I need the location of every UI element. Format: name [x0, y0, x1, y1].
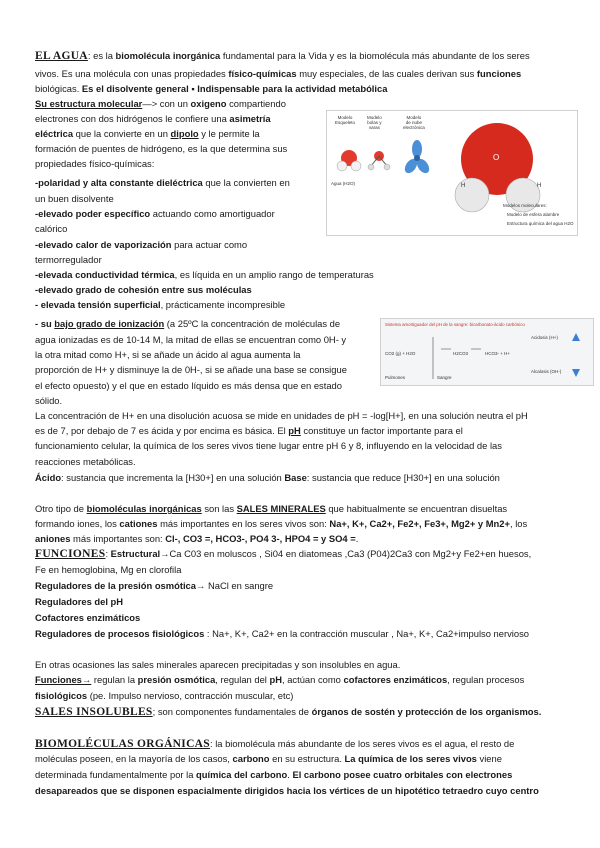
water-line-25: es de 7, por debajo de 7 es ácida y por encima es básica. El pH constituye un factor importante para el	[35, 425, 463, 436]
fig2-right1: Acidosis (H+)	[531, 335, 558, 340]
water-line-12: calórico	[35, 223, 68, 234]
water-line-10: un buen disolvente	[35, 193, 114, 204]
organic-line-1: BIOMOLÉCULAS ORGÁNICAS: la biomolécula más abundante de los seres vivos es el agua, el resto de	[35, 738, 515, 750]
salts-line-1: Otro tipo de biomoléculas inorgánicas son las SALES MINERALES que habitualmente se encuentran disueltas	[35, 503, 508, 514]
section-title-organic: BIOMOLÉCULAS ORGÁNICAS	[35, 738, 210, 750]
arrow-up-icon	[572, 333, 580, 341]
water-line-11: -elevado poder específico actuando como amortiguador	[35, 208, 275, 219]
water-line-17: - elevada tensión superficial, prácticamente incompresible	[35, 299, 286, 310]
fig2-title: Sistema amortiguador del pH de la sangre: bicarbonato-ácido carbónico	[385, 322, 525, 327]
fig1-big-label-h2: H	[537, 183, 542, 189]
water-line-19: agua ionizadas es de 10-14 M, la mitad de ellas se encuentran como 0H- y	[35, 334, 347, 345]
organic-line-3: determinada fundamentalmente por la química del carbono. El carbono posee cuatro orbitales con electrones	[35, 769, 513, 780]
organic-line-2: moléculas poseen, en la mayoría de los casos, carbono en su estructura. La química de los seres vivos viene	[35, 753, 502, 764]
water-line-23: sólido.	[35, 395, 63, 406]
water-line-21: proporción de H+ y disminuye la de 0H-, si se añade una base se consigue	[35, 364, 347, 375]
water-molecule-figure	[326, 110, 578, 236]
fig2-left: CO2 (g) + H2O	[385, 351, 416, 356]
section-title-functions: FUNCIONES	[35, 548, 106, 560]
salts-functions-line-2: Fe en hemoglobina, Mg en clorofila	[35, 564, 182, 575]
fig1-big-label-h1: H	[461, 183, 466, 189]
water-line-8: propiedades físico-químicas:	[35, 158, 155, 169]
fig2-bottom2: Sangre	[437, 375, 452, 380]
salts-precip-line-1: En otras ocasiones las sales minerales aparecen precipitadas y son insolubles en agua.	[35, 659, 401, 670]
water-line-28: Ácido: sustancia que incrementa la [H30+] en una solución Base: sustancia que reduce [H30+] en una solución	[35, 472, 500, 483]
water-line-2: vivos. Es una molécula con unas propiedades físico-químicas muy especiales, de las cuales derivan sus funciones	[35, 68, 522, 79]
water-line-1: EL AGUA: es la biomolécula inorgánica fundamental para la Vida y es la biomolécula más abundante de los seres	[35, 50, 530, 62]
water-line-18: - su bajo grado de ionización (a 25ºC la concentración de moléculas de	[35, 318, 341, 329]
water-line-15: -elevada conductividad térmica, es líquida en un amplio rango de temperaturas	[35, 269, 374, 280]
fig1-col3-label: Modelo de nube electrónica	[403, 115, 425, 130]
water-line-20: la otra mitad como H+, si se añade un ácido al agua aumenta la	[35, 349, 301, 360]
section-title-water: EL AGUA	[35, 50, 88, 62]
fig2-mid2: HCO3- + H+	[485, 351, 511, 356]
salts-insoluble-line: SALES INSOLUBLES; son componentes fundamentales de órganos de sostén y protección de los organismos.	[35, 706, 542, 718]
salts-functions-line-4: Reguladores del pH	[35, 596, 124, 607]
water-line-5: electrones con dos hidrógenos le confiere una asimetría	[35, 113, 271, 124]
fig2-bottom: Pulmones	[385, 375, 406, 380]
water-line-26: funcionamiento celular, la química de los seres vivos tiene lugar entre pH 6 y 8, influyendo en la velocidad de las	[35, 440, 502, 451]
ph-buffer-figure	[380, 318, 594, 386]
salts-line-2: formando iones, los cationes más importantes en los seres vivos son: Na+, K+, Ca2+, Fe2+, Fe3+, Mg2+ y Mn2+, los	[35, 518, 528, 529]
water-line-27: reacciones metabólicas.	[35, 456, 136, 467]
salts-functions-line-1: FUNCIONES: Estructural→Ca C03 en moluscos , Si04 en diatomeas ,Ca3 (P04)2Ca3 con Mg2+y Fe2+en huesos,	[35, 548, 532, 560]
fig1-legend-1: Modelo de esfera alambre	[507, 212, 560, 217]
water-line-9: -polaridad y alta constante dieléctrica que la convierten en	[35, 177, 290, 188]
salts-functions-line-3: Reguladores de la presión osmótica→ NaCl en sangre	[35, 580, 274, 591]
fig2-mid1: H2CO3	[453, 351, 469, 356]
arrow-down-icon	[572, 369, 580, 377]
water-line-22: el efecto opuesto) y el que en estado líquido es más densa que en estado	[35, 380, 342, 391]
hydrogen-sphere-icon	[337, 161, 347, 171]
fig1-big-label-25: 25	[492, 115, 500, 122]
fig1-legend-title: Modelos moleculares:	[503, 203, 547, 208]
fig1-col1-label: Modelo Esqueleto	[335, 115, 356, 125]
salts-functions-line-6: Reguladores de procesos fisiológicos : Na+, K+, Ca2+ en la contracción muscular , Na+, K+, Ca2+impulso nervioso	[35, 628, 529, 639]
water-line-3: biológicas. Es el disolvente general ▪ Indispensable para la actividad metabólica	[35, 83, 388, 94]
section-title-insoluble: SALES INSOLUBLES	[35, 706, 153, 718]
salts-line-3: aniones más importantes son: Cl-, CO3 =, HCO3-, PO4 3-, HPO4 = y SO4 =.	[35, 533, 359, 544]
fig1-big-label-o: O	[493, 153, 500, 162]
salts-precip-line-3: fisiológicos (pe. Impulso nervioso, contracción muscular, etc)	[35, 690, 294, 701]
fig1-col2-label: Modelo bolas y varas	[367, 115, 382, 130]
water-line-16: -elevado grado de cohesión entre sus moléculas	[35, 284, 252, 295]
organic-line-4: desapareados que se disponen espacialmente dirigidos hacia los vértices de un hipotético tetraedro cuyo centro	[35, 785, 539, 796]
fig1-legend-2: Estructura química del agua H2O	[507, 221, 574, 226]
water-line-6: eléctrica que la convierte en un dipolo y le permite la	[35, 128, 260, 139]
fig2-right2: Alcalosis (OH-)	[531, 369, 562, 374]
salts-precip-line-2: Funciones→ regulan la presión osmótica, regulan del pH, actúan como cofactores enzimáticos, regulan procesos	[35, 674, 525, 685]
fig1-caption: Agua (H2O)	[331, 181, 356, 186]
water-line-24: La concentración de H+ en una disolución acuosa se mide en unidades de pH = -log[H+], en una solución neutra el pH	[35, 410, 528, 421]
hydrogen-sphere-icon	[351, 161, 361, 171]
water-line-7: formación de puentes de hidrógeno, es la que determina sus	[35, 143, 288, 154]
water-line-4: Su estructura molecular—> con un oxigeno compartiendo	[35, 98, 286, 109]
water-line-13: -elevado calor de vaporización para actuar como	[35, 239, 248, 250]
salts-functions-line-5: Cofactores enzimáticos	[35, 612, 141, 623]
water-line-14: termorregulador	[35, 254, 102, 265]
